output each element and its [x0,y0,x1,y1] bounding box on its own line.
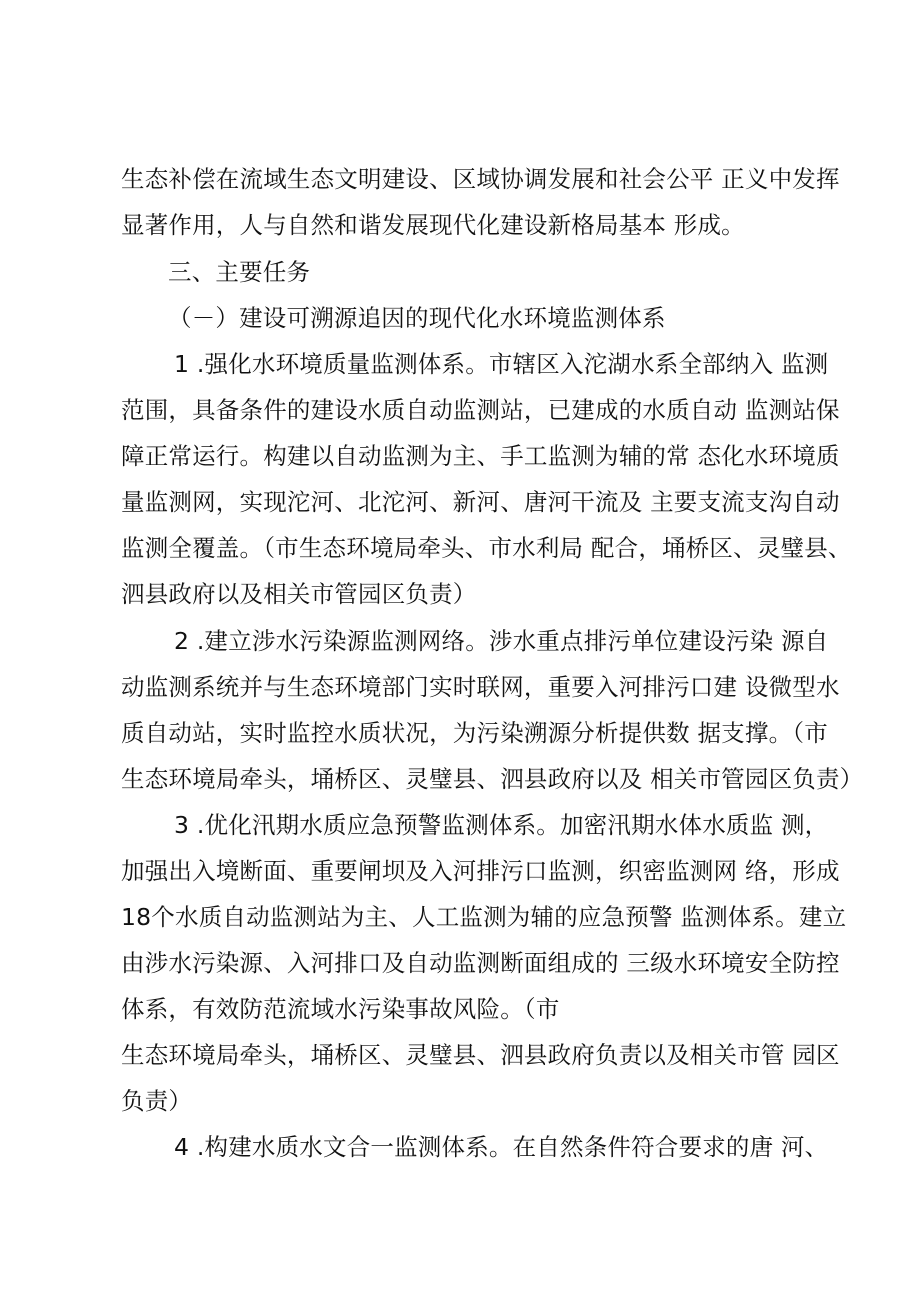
paragraph-line: 负责） [121,1087,193,1115]
paragraph-line: 质自动站，实时监控水质状况，为污染溯源分析提供数 据支撑。（市 [121,719,828,747]
subsection-heading: （－）建设可溯源追因的现代化水环境监测体系 [168,304,666,332]
paragraph-line: 泗县政府以及相关市管园区负责） [121,580,477,608]
paragraph-line: 3 .优化汛期水质应急预警监测体系。加密汛期水体水质监 测， [174,811,829,839]
paragraph-line: 生态环境局牵头，埇桥区、灵璧县、泗县政府以及 相关市管园区负责） [121,765,864,793]
paragraph-line: 范围，具备条件的建设水质自动监测站，已建成的水质自动 监测站保 [121,396,840,424]
paragraph-line: 量监测网，实现沱河、北沱河、新河、唐河干流及 主要支流支沟自动 [121,488,840,516]
paragraph-line: 1 .强化水环境质量监测体系。市辖区入沱湖水系全部纳入 监测 [174,350,829,378]
paragraph-line: 监测全覆盖。（市生态环境局牵头、市水利局 配合，埇桥区、灵璧县、 [121,534,852,562]
paragraph-line: 动监测系统并与生态环境部门实时联网，重要入河排污口建 设微型水 [121,673,840,701]
paragraph-line: 由涉水污染源、入河排口及自动监测断面组成的 三级水环境安全防控 [121,949,840,977]
paragraph-line: 生态补偿在流域生态文明建设、区域协调发展和社会公平 正义中发挥 [121,165,840,193]
paragraph-line: 4 .构建水质水文合一监测体系。在自然条件符合要求的唐 河、 [174,1133,829,1161]
paragraph-line: 加强出入境断面、重要闸坝及入河排污口监测，织密监测网 络，形成 [121,857,840,885]
paragraph-line: 体系，有效防范流域水污染事故风险。（市 [121,995,560,1023]
section-heading: 三、主要任务 [168,258,311,286]
paragraph-line: 障正常运行。构建以自动监测为主、手工监测为辅的常 态化水环境质 [121,442,840,470]
paragraph-line: 2 .建立涉水污染源监测网络。涉水重点排污单位建设污染 源自 [174,627,829,655]
paragraph-line: 生态环境局牵头，埇桥区、灵璧县、泗县政府负责以及相关市管 园区 [121,1041,840,1069]
paragraph-line: 18个水质自动监测站为主、人工监测为辅的应急预警 监测体系。建立 [121,903,847,931]
paragraph-line: 显著作用，人与自然和谐发展现代化建设新格局基本 形成。 [121,211,745,239]
